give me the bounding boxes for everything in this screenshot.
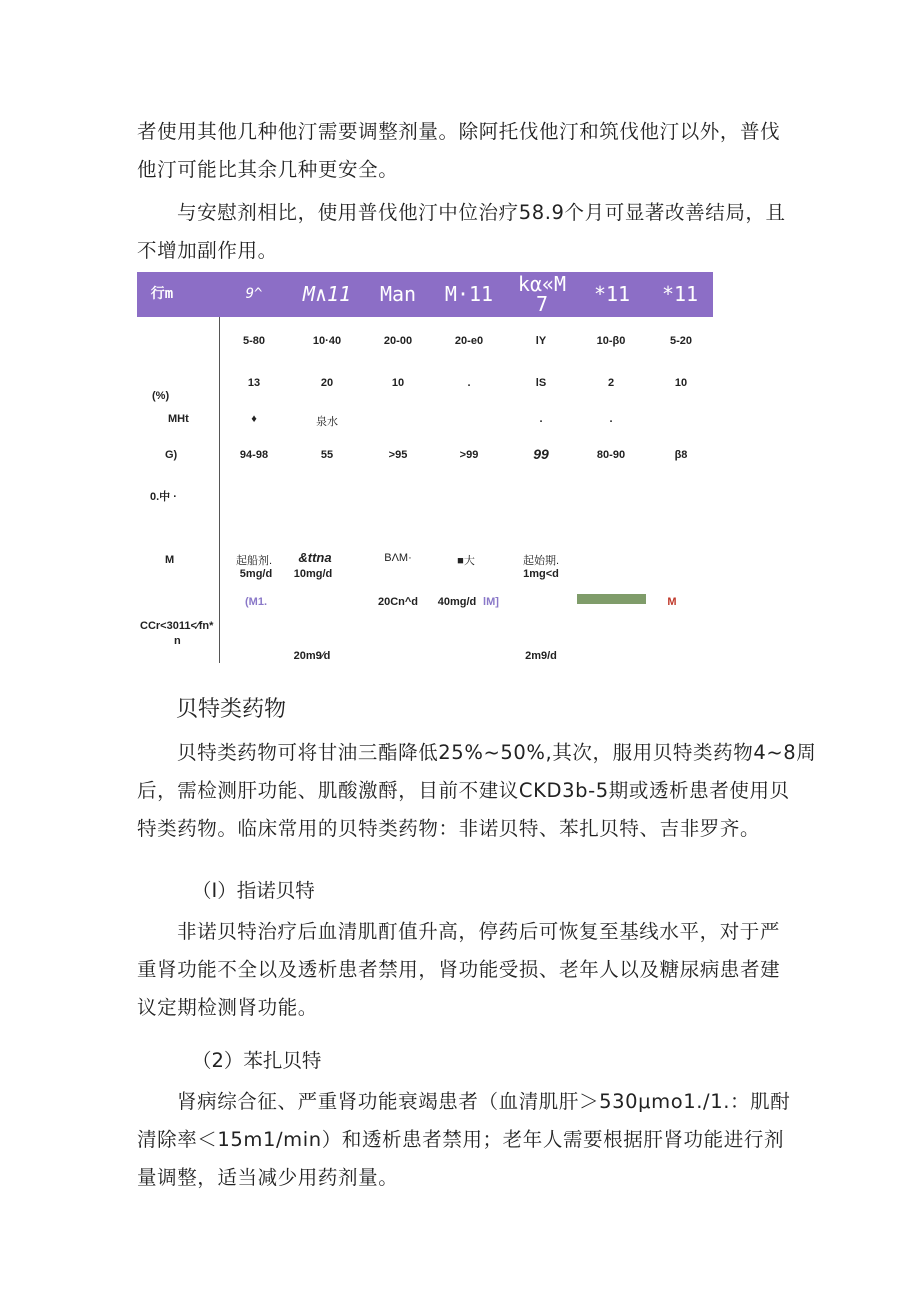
table-cell: 13: [247, 377, 261, 389]
table-cell: 55: [320, 449, 334, 461]
paragraph-fibrates: [137, 734, 817, 848]
table-header-cell: kα«M 7: [517, 272, 567, 316]
table-cell: BΛM·: [384, 552, 412, 564]
table-cell: 80-90: [596, 449, 626, 461]
row-label: G): [165, 449, 178, 461]
text-line: 清除率＜15m1∕min）和透析患者禁用；老年人需要根据肝肾功能进行剂: [137, 1128, 785, 1151]
table-header-cell: *11: [593, 282, 631, 306]
table-header-cell: Man: [379, 282, 417, 306]
table-cell: 2: [607, 377, 615, 389]
text-line: 重肾功能不全以及透析患者禁用，肾功能受损、老年人以及糖尿病患者建: [137, 958, 781, 981]
table-cell: 5-80: [242, 335, 266, 347]
table-header-cell: M·11: [444, 282, 494, 306]
row-label: MHt: [168, 413, 189, 425]
table-cell: .: [539, 413, 543, 425]
table-cell: 20Cn^d: [377, 596, 419, 608]
text-line: 肾病综合征、严重肾功能衰竭患者（血清肌肝＞530μmo1./1.：肌酎: [177, 1090, 791, 1113]
table-cell: >99: [459, 449, 479, 461]
paragraph-bezafibrate: [137, 1083, 791, 1197]
table-cell: 20: [320, 377, 334, 389]
table-header-cell: 9^: [245, 286, 263, 302]
text-line: 特类药物。临床常用的贝特类药物：非诺贝特、苯扎贝特、吉非罗齐。: [137, 817, 761, 840]
table-cell: lS: [535, 377, 547, 389]
table-cell: 泉水: [316, 416, 338, 428]
table-cell: 1mg<d: [523, 568, 559, 580]
table-cell: 10·40: [312, 335, 342, 347]
text-line: 他汀可能比其余几种更安全。: [137, 158, 399, 181]
subheading-bezafibrate: （2）苯扎贝特: [192, 1049, 322, 1072]
table-cell: 5-20: [669, 335, 693, 347]
table-cell: β8: [674, 449, 688, 461]
table-cell: 20m9∕d: [293, 650, 331, 662]
table-cell: ■大: [457, 555, 475, 567]
table-cell: 10: [674, 377, 688, 389]
text-line: 后，需检测肝功能、肌酸激酹，目前不建议CKD3b-5期或透析患者使用贝: [137, 779, 790, 802]
table-cell: (M1.: [245, 596, 267, 608]
table-cell: ♦: [251, 413, 257, 425]
text-line: 者使用其他几种他汀需要调整剂量。除阿托伐他汀和筑伐他汀以外，普伐: [137, 120, 781, 143]
table-cell: 10mg/d: [293, 568, 333, 580]
table-cell: 99: [533, 446, 549, 462]
paragraph-statin-dose: [137, 113, 787, 189]
row-label: M: [165, 554, 175, 566]
table-cell: .: [467, 377, 471, 389]
table-cell: 40mg/d: [437, 596, 477, 608]
row-label: 0.中 ·: [150, 491, 177, 503]
subheading-fenofibrate: （I）指诺贝特: [192, 879, 315, 902]
text-line: 贝特类药物可将甘油三酯降低25%~50%,其次，服用贝特类药物4~8周: [177, 741, 817, 764]
table-cell: &ttna: [298, 550, 332, 565]
text-line: 不增加副作用。: [137, 239, 278, 262]
table-header-cell: M∧11: [302, 282, 352, 306]
row-label: (%): [152, 390, 170, 402]
table-cell: 5mg/d: [239, 568, 273, 580]
table-divider: [219, 317, 220, 663]
table-cell: M: [667, 596, 677, 608]
table-cell: lY: [535, 335, 547, 347]
table-cell: 20-00: [383, 335, 413, 347]
highlight-bar: [577, 594, 646, 604]
row-label: CCr<3011<∕fn*: [140, 620, 214, 632]
paragraph-pravastatin: [137, 194, 787, 270]
row-label: n: [174, 635, 181, 647]
table-cell: 10-β0: [596, 335, 626, 347]
text-line: 量调整，适当减少用药剂量。: [137, 1166, 399, 1189]
table-cell: 2m9/d: [525, 650, 557, 662]
table-cell: 起始期.: [522, 555, 560, 567]
text-line: 非诺贝特治疗后血清肌酊值升高，停药后可恢复至基线水平，对于严: [177, 920, 781, 943]
table-header-cell: 行m: [150, 286, 174, 302]
table-cell: >95: [388, 449, 408, 461]
table-cell: 10: [391, 377, 405, 389]
text-line: 与安慰剂相比，使用普伐他汀中位治疗58.9个月可显著改善结局，且: [177, 201, 786, 224]
table-cell: 20-e0: [454, 335, 484, 347]
section-heading: 贝特类药物: [176, 697, 287, 722]
table-cell: .: [609, 413, 613, 425]
table-cell: lM]: [483, 596, 499, 608]
table-header: [137, 272, 713, 317]
text-line: 议定期检测肾功能。: [137, 996, 318, 1019]
paragraph-fenofibrate: [137, 913, 787, 1027]
table-header-cell: *11: [661, 282, 699, 306]
table-cell: 起船剂.: [235, 555, 273, 567]
table-cell: 94-98: [239, 449, 269, 461]
